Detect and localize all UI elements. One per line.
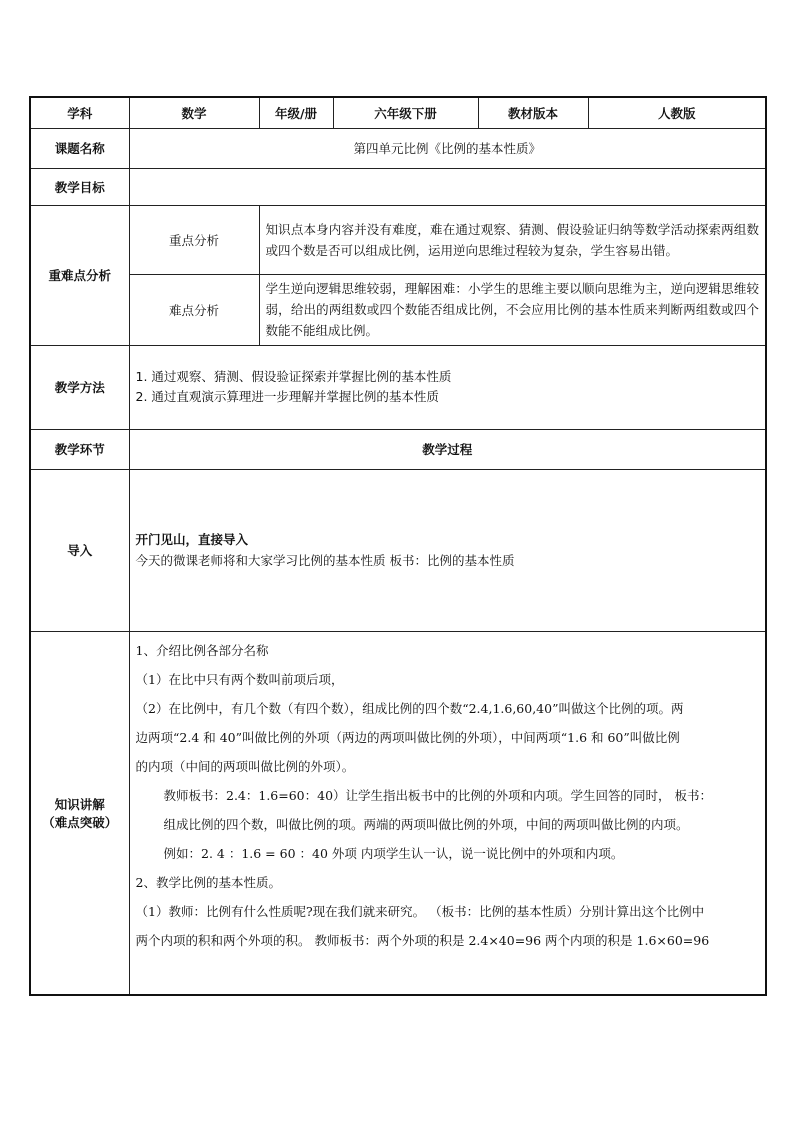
edition-value: 人教版 — [588, 97, 766, 128]
edition-label: 教材版本 — [478, 97, 588, 128]
knowledge-label: 知识讲解 — [54, 796, 105, 812]
grade-label: 年级/册 — [259, 97, 333, 128]
knowledge-cell — [129, 631, 766, 995]
process-header-row — [30, 429, 766, 469]
process-header: 教学过程 — [129, 429, 766, 469]
knowledge-row — [30, 631, 766, 995]
goal-row — [30, 168, 766, 205]
key-point-label: 重点分析 — [129, 205, 259, 274]
hard-point-text: 学生逆向逻辑思维较弱，理解困难：小学生的思维主要以顺向思维为主，逆向逻辑思维较弱，给出的两组数或四个数能否组成比例，不会应用比例的基本性质来判断两组数或四个数能不能组成比例。 — [265, 281, 759, 338]
knowledge-line: 边两项“2.4 和 40”叫做比例的外项（两边的两项叫做比例的外项），中间两项“1.6 和 60”叫做比例 — [135, 729, 680, 745]
knowledge-line: 教师板书：2.4：1.6=60：40）让学生指出板书中的比例的外项和内项。学生回答的同时， 板书： — [163, 787, 713, 803]
knowledge-line: 两个内项的积和两个外项的积。 教师板书：两个外项的积是 2.4×40=96 两个内项的积是 1.6×60=96 — [135, 932, 710, 948]
intro-heading: 开门见山，直接导入 — [135, 532, 249, 547]
goal-value — [129, 168, 766, 205]
knowledge-line: 例如：2. 4 ：1.6 = 60 ：40 外项 内项学生认一认，说一说比例中的外项和内项。 — [163, 845, 624, 861]
knowledge-line: （1）在比中只有两个数叫前项后项， — [135, 671, 344, 687]
lesson-plan-table — [29, 96, 767, 996]
lesson-title-row — [30, 128, 766, 168]
method-item: 1. 通过观察、猜测、假设验证探索并掌握比例的基本性质 — [135, 369, 452, 384]
key-point-text: 知识点本身内容并没有难度，难在通过观察、猜测、假设验证归纳等数学活动探索两组数或四个数是否可以组成比例，运用逆向思维过程较为复杂，学生容易出错。 — [265, 221, 759, 258]
lesson-title-value: 第四单元比例《比例的基本性质》 — [129, 128, 766, 168]
key-point-row — [30, 205, 766, 274]
method-item: 2. 通过直观演示算理进一步理解并掌握比例的基本性质 — [135, 389, 439, 404]
knowledge-label-cell — [30, 631, 129, 995]
intro-label: 导入 — [30, 469, 129, 631]
method-label: 教学方法 — [30, 345, 129, 429]
hard-point-label: 难点分析 — [129, 274, 259, 345]
knowledge-line: 1、介绍比例各部分名称 — [135, 642, 269, 658]
knowledge-line: 组成比例的四个数，叫做比例的项。两端的两项叫做比例的外项，中间的两项叫做比例的内项。 — [163, 816, 689, 832]
subject-value: 数学 — [129, 97, 259, 128]
hard-point-cell — [259, 274, 766, 345]
knowledge-sublabel: （难点突破） — [42, 814, 118, 830]
difficulty-label: 重难点分析 — [30, 205, 129, 345]
knowledge-line: （2）在比例中，有几个数（有四个数），组成比例的四个数“2.4,1.6,60,40”叫做这个比例的项。两 — [135, 700, 684, 716]
stage-header: 教学环节 — [30, 429, 129, 469]
knowledge-line: （1）教师：比例有什么性质呢?现在我们就来研究。 （板书：比例的基本性质）分别计算出这个比例中 — [135, 903, 705, 919]
key-point-cell — [259, 205, 766, 274]
knowledge-line: 2、教学比例的基本性质。 — [135, 874, 281, 890]
intro-cell — [129, 469, 766, 631]
grade-value: 六年级下册 — [333, 97, 478, 128]
knowledge-line: 的内项（中间的两项叫做比例的外项）。 — [135, 758, 355, 774]
subject-label: 学科 — [30, 97, 129, 128]
method-row — [30, 345, 766, 429]
lesson-plan-sheet — [29, 96, 765, 998]
intro-text: 今天的微课老师将和大家学习比例的基本性质 板书：比例的基本性质 — [135, 553, 515, 568]
method-cell — [129, 345, 766, 429]
intro-row — [30, 469, 766, 631]
header-row — [30, 97, 766, 128]
lesson-title-label: 课题名称 — [30, 128, 129, 168]
hard-point-row — [30, 274, 766, 345]
goal-label: 教学目标 — [30, 168, 129, 205]
